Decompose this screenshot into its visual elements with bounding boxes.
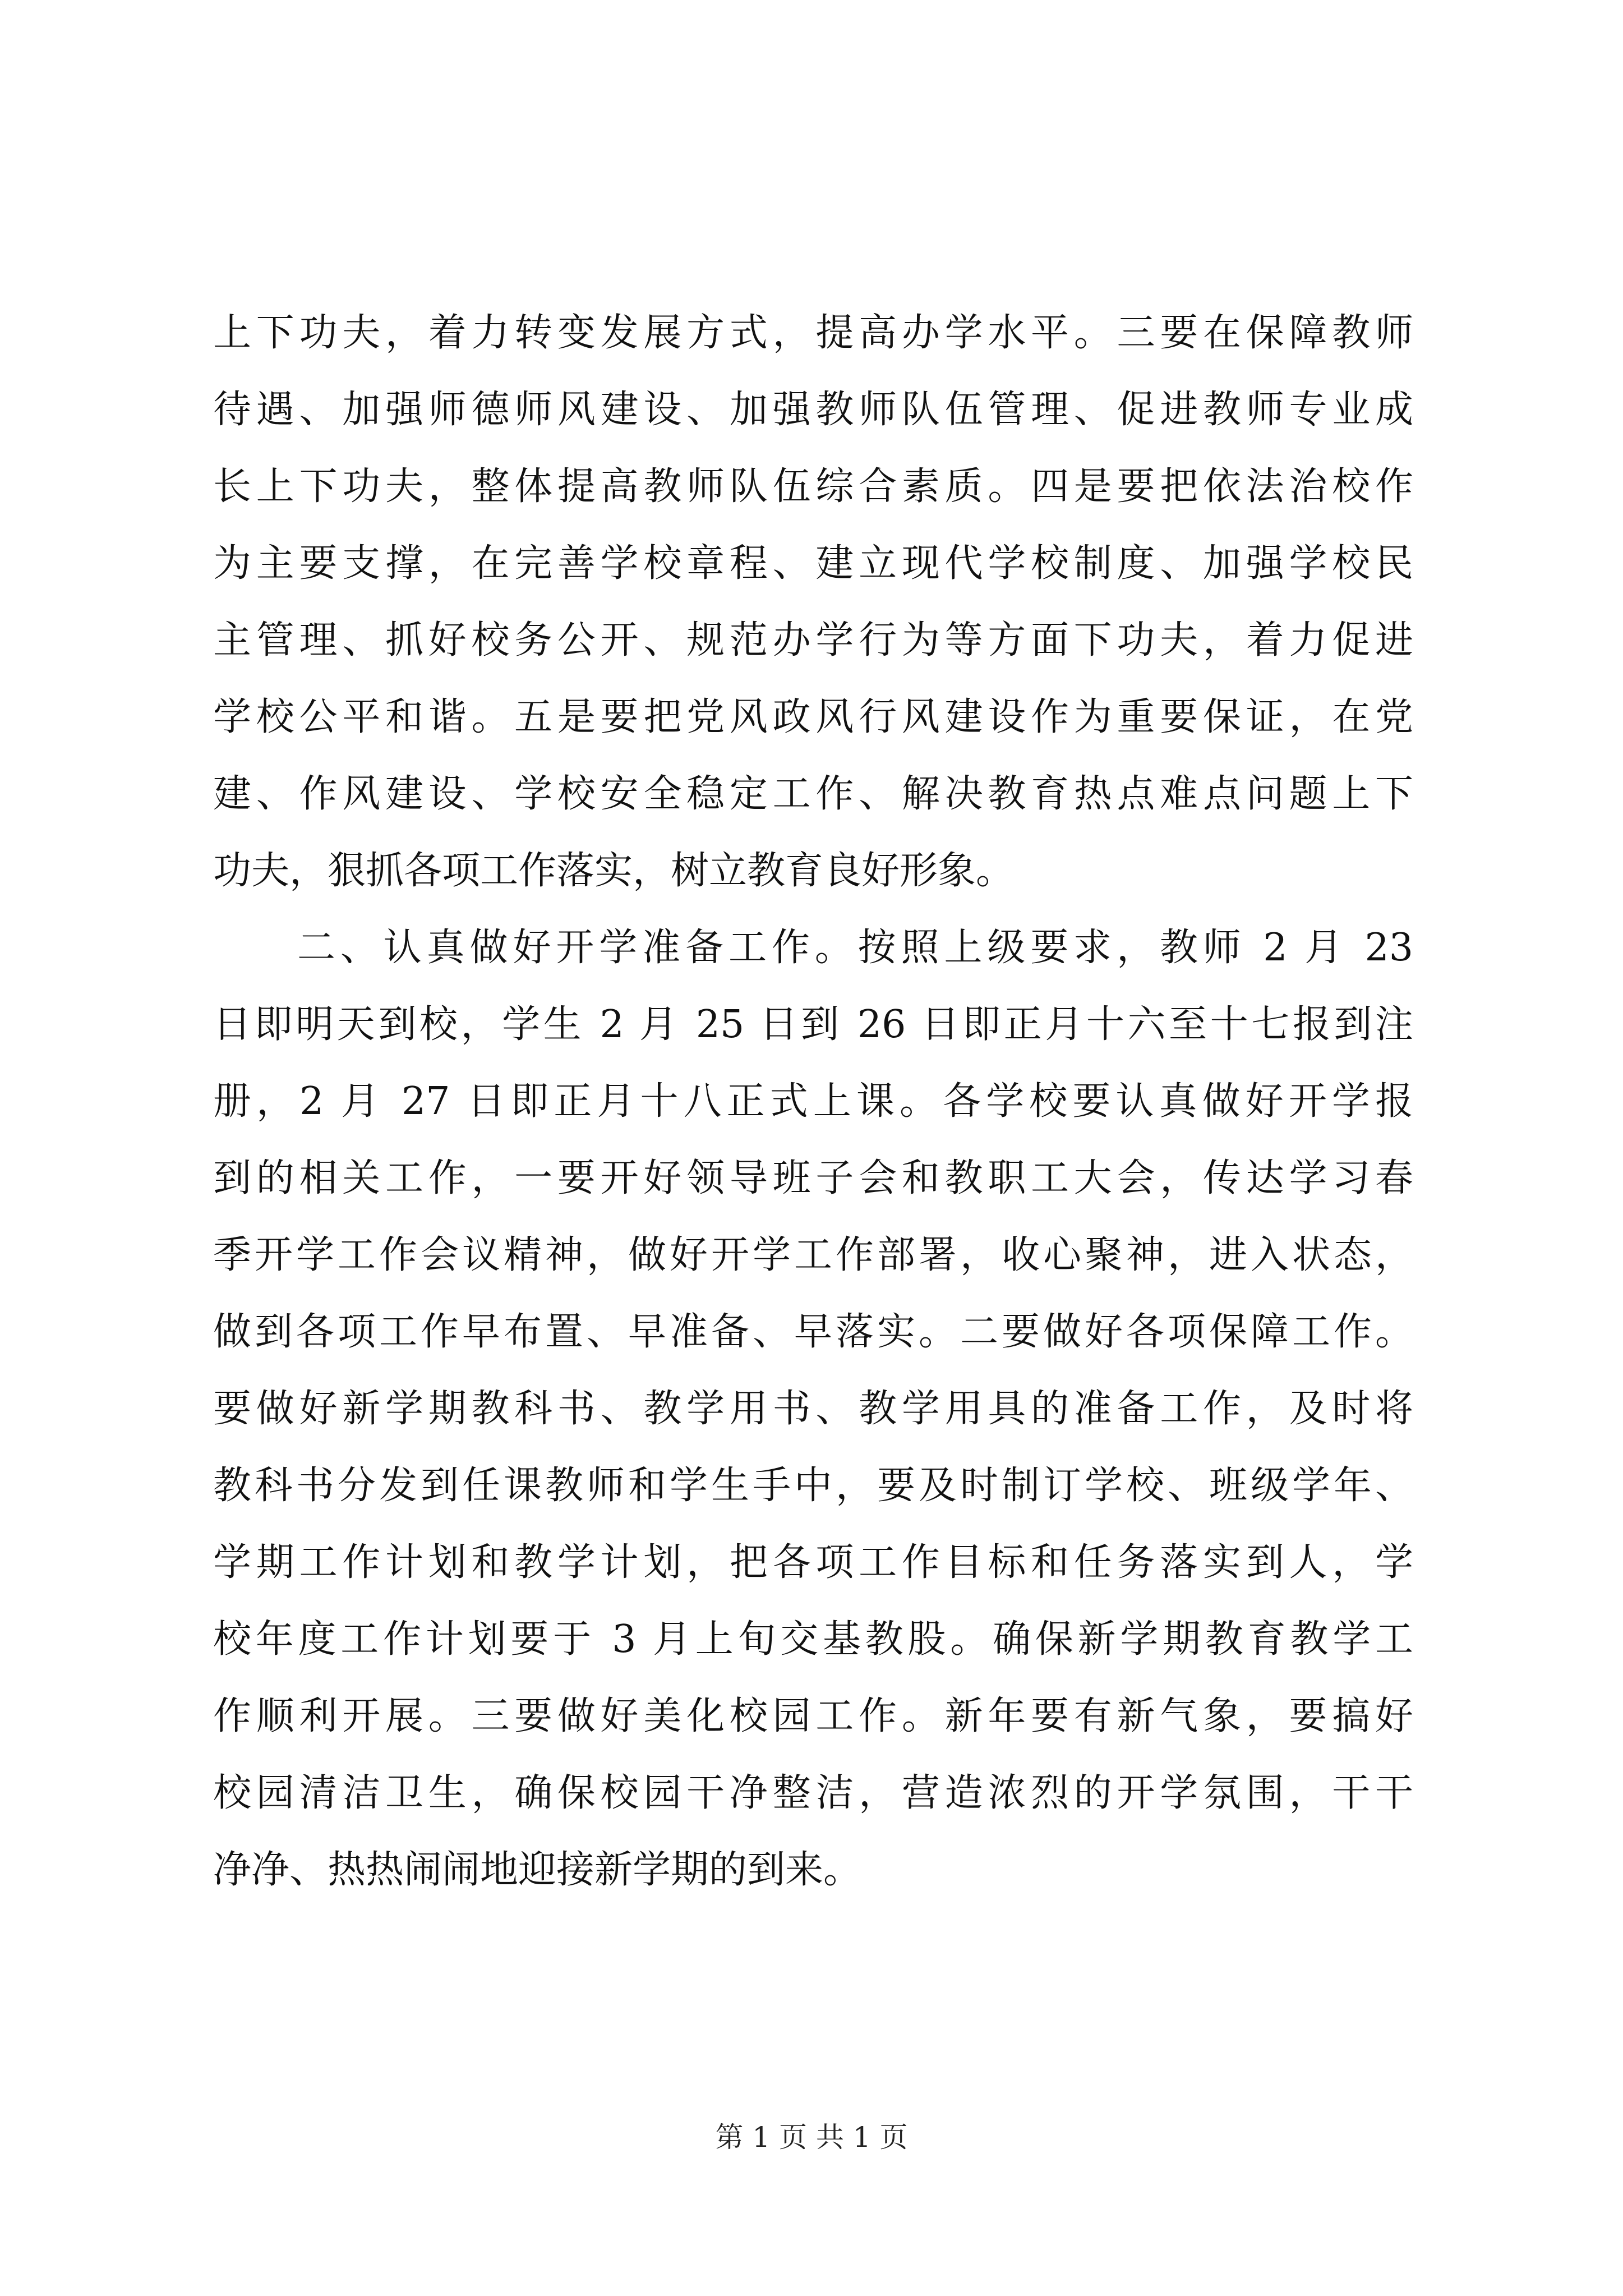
- text-line: 册，2 月 27 日即正月十八正式上课。各学校要认真做好开学报: [213, 1079, 1413, 1124]
- text-line: 日即明天到校，学生 2 月 25 日到 26 日即正月十六至十七报到注: [213, 1002, 1413, 1047]
- text-line: 要做好新学期教科书、教学用书、教学用具的准备工作，及时将: [213, 1387, 1413, 1431]
- text-line: 主管理、抓好校务公开、规范办学行为等方面下功夫，着力促进: [213, 618, 1413, 662]
- page-footer: 第 1 页 共 1 页: [715, 2121, 908, 2154]
- text-line: 二、认真做好开学准备工作。按照上级要求，教师 2 月 23: [297, 926, 1413, 970]
- text-line: 功夫，狠抓各项工作落实，树立教育良好形象。: [213, 849, 1015, 893]
- text-line: 为主要支撑，在完善学校章程、建立现代学校制度、加强学校民: [213, 541, 1413, 586]
- text-line: 上下功夫，着力转变发展方式，提高办学水平。三要在保障教师: [213, 311, 1413, 355]
- text-line: 学校公平和谐。五是要把党风政风行风建设作为重要保证，在党: [213, 695, 1413, 739]
- text-line: 学期工作计划和教学计划，把各项工作目标和任务落实到人，学: [213, 1540, 1413, 1585]
- text-line: 到的相关工作，一要开好领导班子会和教职工大会，传达学习春: [213, 1156, 1413, 1200]
- text-line: 校园清洁卫生，确保校园干净整洁，营造浓烈的开学氛围，干干: [213, 1771, 1413, 1815]
- text-line: 做到各项工作早布置、早准备、早落实。二要做好各项保障工作。: [213, 1310, 1413, 1354]
- text-line: 待遇、加强师德师风建设、加强教师队伍管理、促进教师专业成: [213, 388, 1413, 432]
- paragraph-2: [213, 909, 1413, 1908]
- text-line: 长上下功夫，整体提高教师队伍综合素质。四是要把依法治校作: [213, 464, 1413, 509]
- paragraph-1: [213, 295, 1413, 909]
- document-body: [213, 295, 1413, 1908]
- text-line: 校年度工作计划要于 3 月上旬交基教股。确保新学期教育教学工: [213, 1617, 1413, 1662]
- text-line: 建、作风建设、学校安全稳定工作、解决教育热点难点问题上下: [213, 772, 1413, 816]
- text-line: 季开学工作会议精神，做好开学工作部署，收心聚神，进入状态，: [213, 1233, 1413, 1277]
- text-line: 教科书分发到任课教师和学生手中，要及时制订学校、班级学年、: [213, 1464, 1413, 1508]
- text-line: 作顺利开展。三要做好美化校园工作。新年要有新气象，要搞好: [213, 1694, 1413, 1738]
- text-line: 净净、热热闹闹地迎接新学期的到来。: [213, 1848, 862, 1892]
